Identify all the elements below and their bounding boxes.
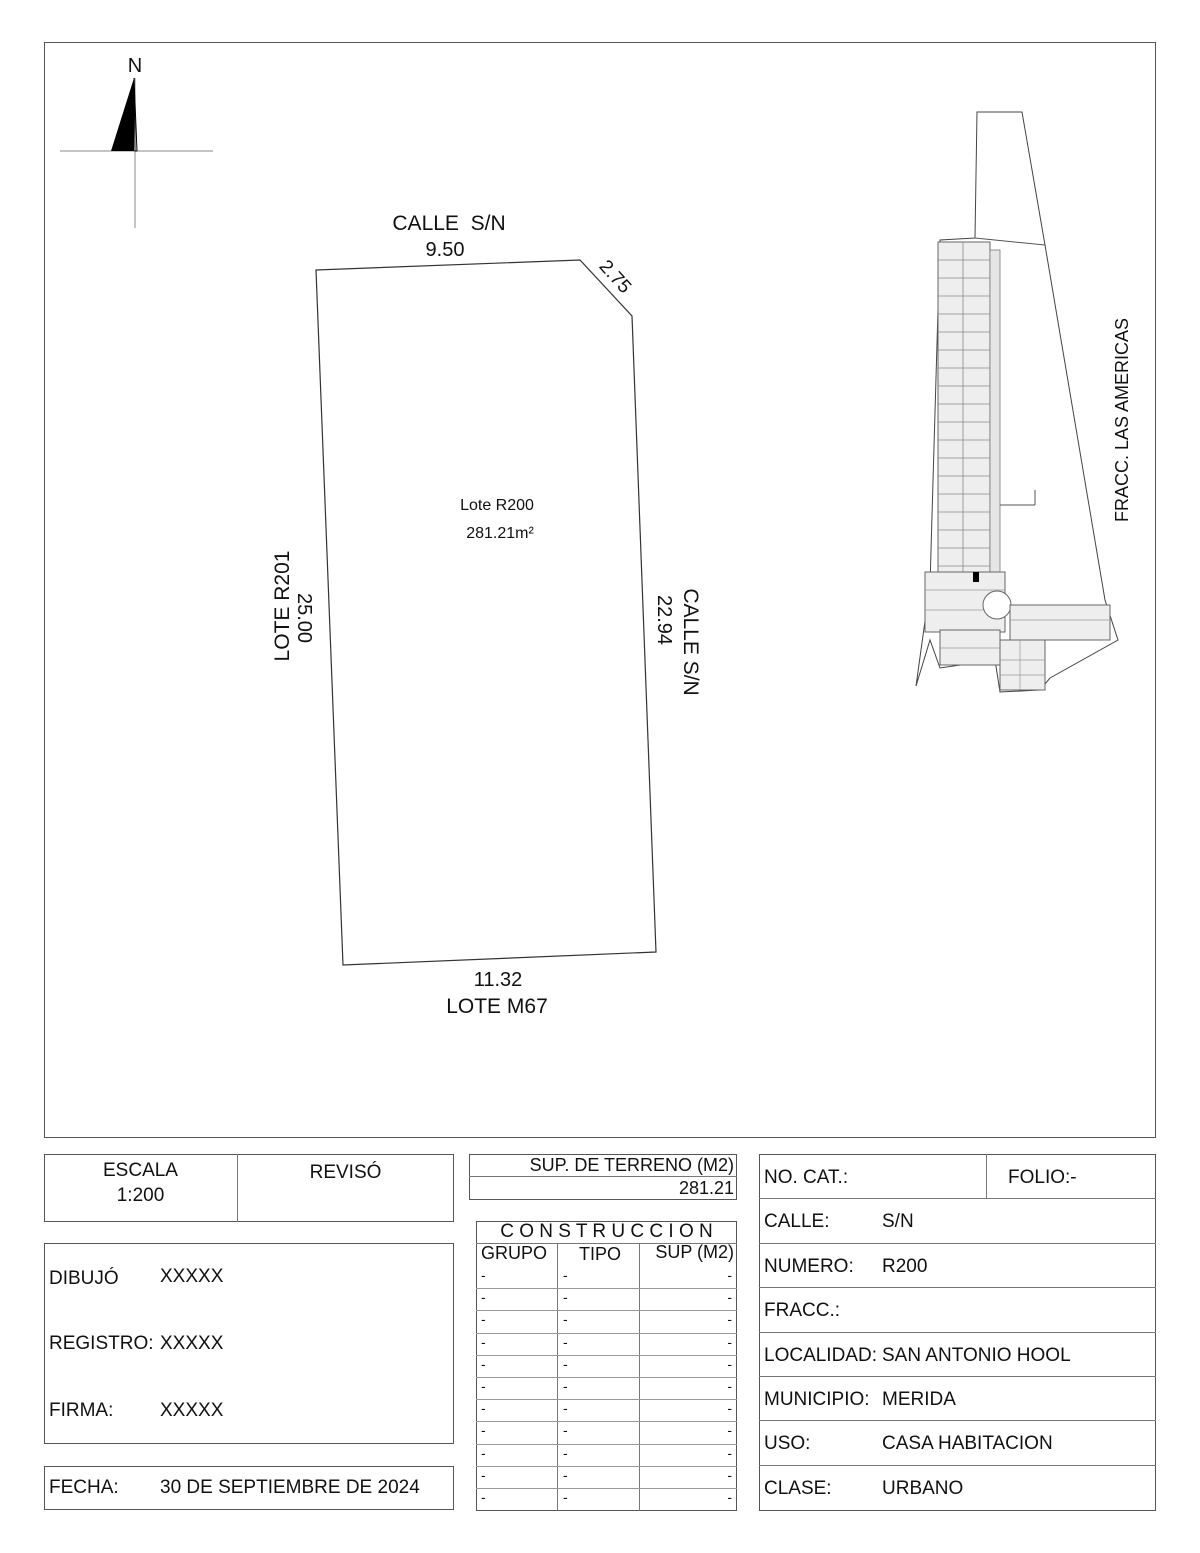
construccion-cell: - [481, 1400, 486, 1417]
dim-chamfer-label: 2.75 [594, 256, 636, 298]
construccion-cell: - [727, 1400, 732, 1417]
fecha-label: FECHA: [49, 1477, 119, 1498]
lot-area-label: 281.21m² [466, 525, 534, 542]
construccion-cell: - [481, 1267, 486, 1283]
header-tipo: TIPO [579, 1244, 622, 1264]
municipio-value: MERIDA [882, 1389, 956, 1410]
construccion-cell: - [727, 1444, 732, 1461]
fracc-label: FRACC.: [764, 1300, 840, 1321]
dim-top-label: 9.50 [425, 239, 465, 261]
construccion-cell: - [563, 1267, 568, 1283]
construccion-cell: - [727, 1267, 732, 1283]
construccion-cell: - [727, 1489, 732, 1505]
fecha-value: 30 DE SEPTIEMBRE DE 2024 [160, 1477, 420, 1498]
construccion-cell: - [727, 1422, 732, 1439]
location-map [916, 112, 1118, 692]
construccion-cell: - [481, 1378, 486, 1394]
construccion-cell: - [481, 1466, 486, 1483]
construccion-cell: - [481, 1422, 486, 1439]
construccion-cell: - [727, 1355, 732, 1372]
escala-label: ESCALA [103, 1160, 178, 1181]
construccion-cell: - [563, 1489, 568, 1505]
construccion-cell: - [563, 1400, 568, 1417]
registro-value: XXXXX [160, 1333, 224, 1354]
construccion-cell: - [727, 1466, 732, 1483]
construccion-cell: - [481, 1333, 486, 1350]
construccion-cell: - [481, 1289, 486, 1306]
construccion-cell: - [563, 1355, 568, 1372]
firma-label: FIRMA: [49, 1400, 114, 1421]
construccion-cell: - [481, 1444, 486, 1461]
street-right-label: CALLE S/N [679, 588, 702, 696]
construccion-cell: - [481, 1355, 486, 1372]
construccion-cell: - [727, 1378, 732, 1394]
numero-value: R200 [882, 1256, 928, 1277]
header-grupo: GRUPO [481, 1243, 548, 1263]
construccion-cell: - [481, 1489, 486, 1505]
municipio-label: MUNICIPIO: [764, 1389, 870, 1410]
clase-value: URBANO [882, 1478, 964, 1499]
construccion-cell: - [563, 1311, 568, 1328]
dibujo-value: XXXXX [160, 1266, 224, 1287]
localidad-value: SAN ANTONIO HOOL [882, 1345, 1071, 1366]
terreno-label: SUP. DE TERRENO (M2) [529, 1155, 734, 1175]
reviso-label: REVISÓ [309, 1162, 382, 1183]
clase-label: CLASE: [764, 1478, 832, 1499]
dim-bottom-label: 11.32 [473, 969, 523, 991]
subdivision-label: FRACC. LAS AMERICAS [1112, 317, 1132, 523]
lot-location-marker [973, 572, 979, 582]
bottom-lot-label: LOTE M67 [446, 995, 548, 1018]
construccion-title: C O N S T R U C C I O N [500, 1221, 713, 1242]
no-cat-label: NO. CAT.: [764, 1167, 849, 1188]
construccion-cell: - [563, 1466, 568, 1483]
firma-value: XXXXX [160, 1400, 224, 1421]
construccion-cell: - [563, 1444, 568, 1461]
registro-label: REGISTRO: [49, 1333, 154, 1354]
construccion-cell: - [563, 1378, 568, 1394]
folio-label: FOLIO:- [1008, 1167, 1077, 1188]
dim-left-label: 25.00 [293, 592, 315, 644]
numero-label: NUMERO: [764, 1256, 854, 1277]
terreno-value: 281.21 [678, 1178, 734, 1198]
escala-value: 1:200 [116, 1185, 165, 1206]
north-label: N [127, 55, 143, 77]
construccion-cell: - [481, 1311, 486, 1328]
lot-name-label: Lote R200 [460, 497, 534, 514]
street-top-label: CALLE S/N [392, 212, 506, 235]
north-arrow-icon [60, 55, 213, 228]
calle-value: S/N [882, 1211, 914, 1232]
construccion-cell: - [563, 1289, 568, 1306]
uso-label: USO: [764, 1433, 811, 1454]
construccion-cell: - [727, 1289, 732, 1306]
dibujo-label: DIBUJÓ [49, 1268, 119, 1289]
localidad-label: LOCALIDAD: [764, 1345, 877, 1366]
construccion-cell: - [563, 1333, 568, 1350]
construccion-cell: - [727, 1333, 732, 1350]
header-sup: SUP (M2) [655, 1242, 734, 1262]
uso-value: CASA HABITACION [882, 1433, 1053, 1454]
lot-boundary [316, 260, 656, 965]
construccion-cell: - [563, 1422, 568, 1439]
calle-label: CALLE: [764, 1211, 830, 1232]
left-lot-label: LOTE R201 [271, 550, 294, 662]
construccion-cell: - [727, 1311, 732, 1328]
dim-right-label: 22.94 [653, 594, 675, 646]
